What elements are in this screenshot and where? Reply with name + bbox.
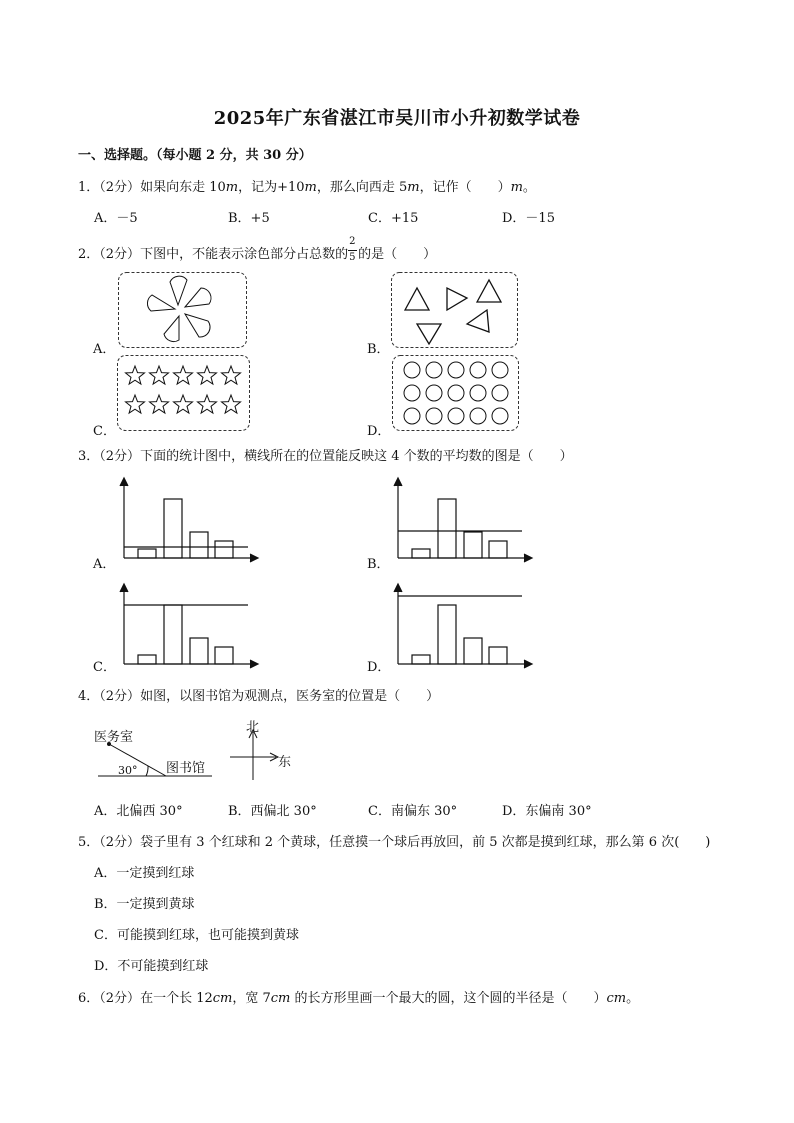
q1-option-a[interactable]: A．－5 <box>94 211 138 226</box>
q2-label-a[interactable]: A． <box>93 342 116 357</box>
q2-label-d[interactable]: D． <box>367 424 391 439</box>
fraction-two-fifths: $\frac{2}{5}$ <box>349 235 356 263</box>
q4-option-a[interactable]: A．北偏西 30° <box>94 804 183 819</box>
q2-label-b[interactable]: B． <box>367 342 390 357</box>
q5-option-d[interactable]: D．不可能摸到红球 <box>94 959 209 974</box>
q4-option-c[interactable]: C．南偏东 30° <box>368 804 458 819</box>
q2-figure-a-petals[interactable] <box>118 272 248 348</box>
question-6: 6．（2分）在一个长 12cm，宽 7cm 的长方形里画一个最大的圆，这个圆的半径是（ ）cm。 <box>78 991 640 1006</box>
exam-title: 2025年广东省湛江市吴川市小升初数学试卷 <box>213 108 581 129</box>
section-heading: 一、选择题。（每小题 2 分，共 30 分） <box>78 148 312 163</box>
star-shape <box>150 366 169 384</box>
q3-chart-a[interactable] <box>114 474 264 564</box>
q2-label-c[interactable]: C． <box>93 424 116 439</box>
question-4: 4．（2分）如图，以图书馆为观测点，医务室的位置是（ ） <box>78 689 440 704</box>
star-shape <box>198 395 217 413</box>
star-shape <box>174 395 193 413</box>
star-shape <box>150 395 169 413</box>
q1-option-c[interactable]: C．+15 <box>368 211 419 226</box>
q4-option-d[interactable]: D．东偏南 30° <box>502 804 592 819</box>
star-shape <box>174 366 193 384</box>
q3-label-c[interactable]: C． <box>93 660 116 675</box>
q1-option-b[interactable]: B．+5 <box>228 211 270 226</box>
q3-chart-d[interactable] <box>388 580 538 670</box>
label-medical-room: 医务室 <box>94 730 134 745</box>
q3-label-d[interactable]: D． <box>367 660 391 675</box>
label-east: 东 <box>278 755 292 770</box>
q3-label-a[interactable]: A． <box>93 557 116 572</box>
q3-chart-b[interactable] <box>388 474 538 564</box>
q4-option-b[interactable]: B．西偏北 30° <box>228 804 317 819</box>
question-3: 3．（2分）下面的统计图中，横线所在的位置能反映这 4 个数的平均数的图是（ ） <box>78 449 573 464</box>
star-shape <box>126 366 145 384</box>
star-shape <box>198 366 217 384</box>
q2-figure-d-circles[interactable] <box>392 355 520 431</box>
label-library: 图书馆 <box>166 761 206 776</box>
question-5: 5．（2分）袋子里有 3 个红球和 2 个黄球，任意摸一个球后再放回，前 5 次都是摸到红球，那么第 6 次( ) <box>78 835 711 850</box>
q3-chart-c[interactable] <box>114 580 264 670</box>
q5-option-c[interactable]: C．可能摸到红球，也可能摸到黄球 <box>94 928 299 943</box>
question-2: 2．（2分）下图中，不能表示涂色部分占总数的 $\frac{2}{5}$ 的是（ ） <box>78 235 437 263</box>
star-shape <box>222 395 241 413</box>
q5-option-a[interactable]: A．一定摸到红球 <box>94 866 195 881</box>
q5-option-b[interactable]: B．一定摸到黄球 <box>94 897 195 912</box>
label-north: 北 <box>246 720 260 735</box>
q2-figure-b-triangles[interactable] <box>391 272 519 348</box>
q1-option-d[interactable]: D．－15 <box>502 211 555 226</box>
label-angle: 30° <box>118 764 138 777</box>
star-shape <box>126 395 145 413</box>
star-shape <box>222 366 241 384</box>
question-1: 1．（2分）如果向东走 10m，记为+10m，那么向西走 5m，记作（ ）m。 <box>78 180 536 195</box>
q2-figure-c-stars[interactable] <box>117 355 251 431</box>
q3-label-b[interactable]: B． <box>367 557 390 572</box>
